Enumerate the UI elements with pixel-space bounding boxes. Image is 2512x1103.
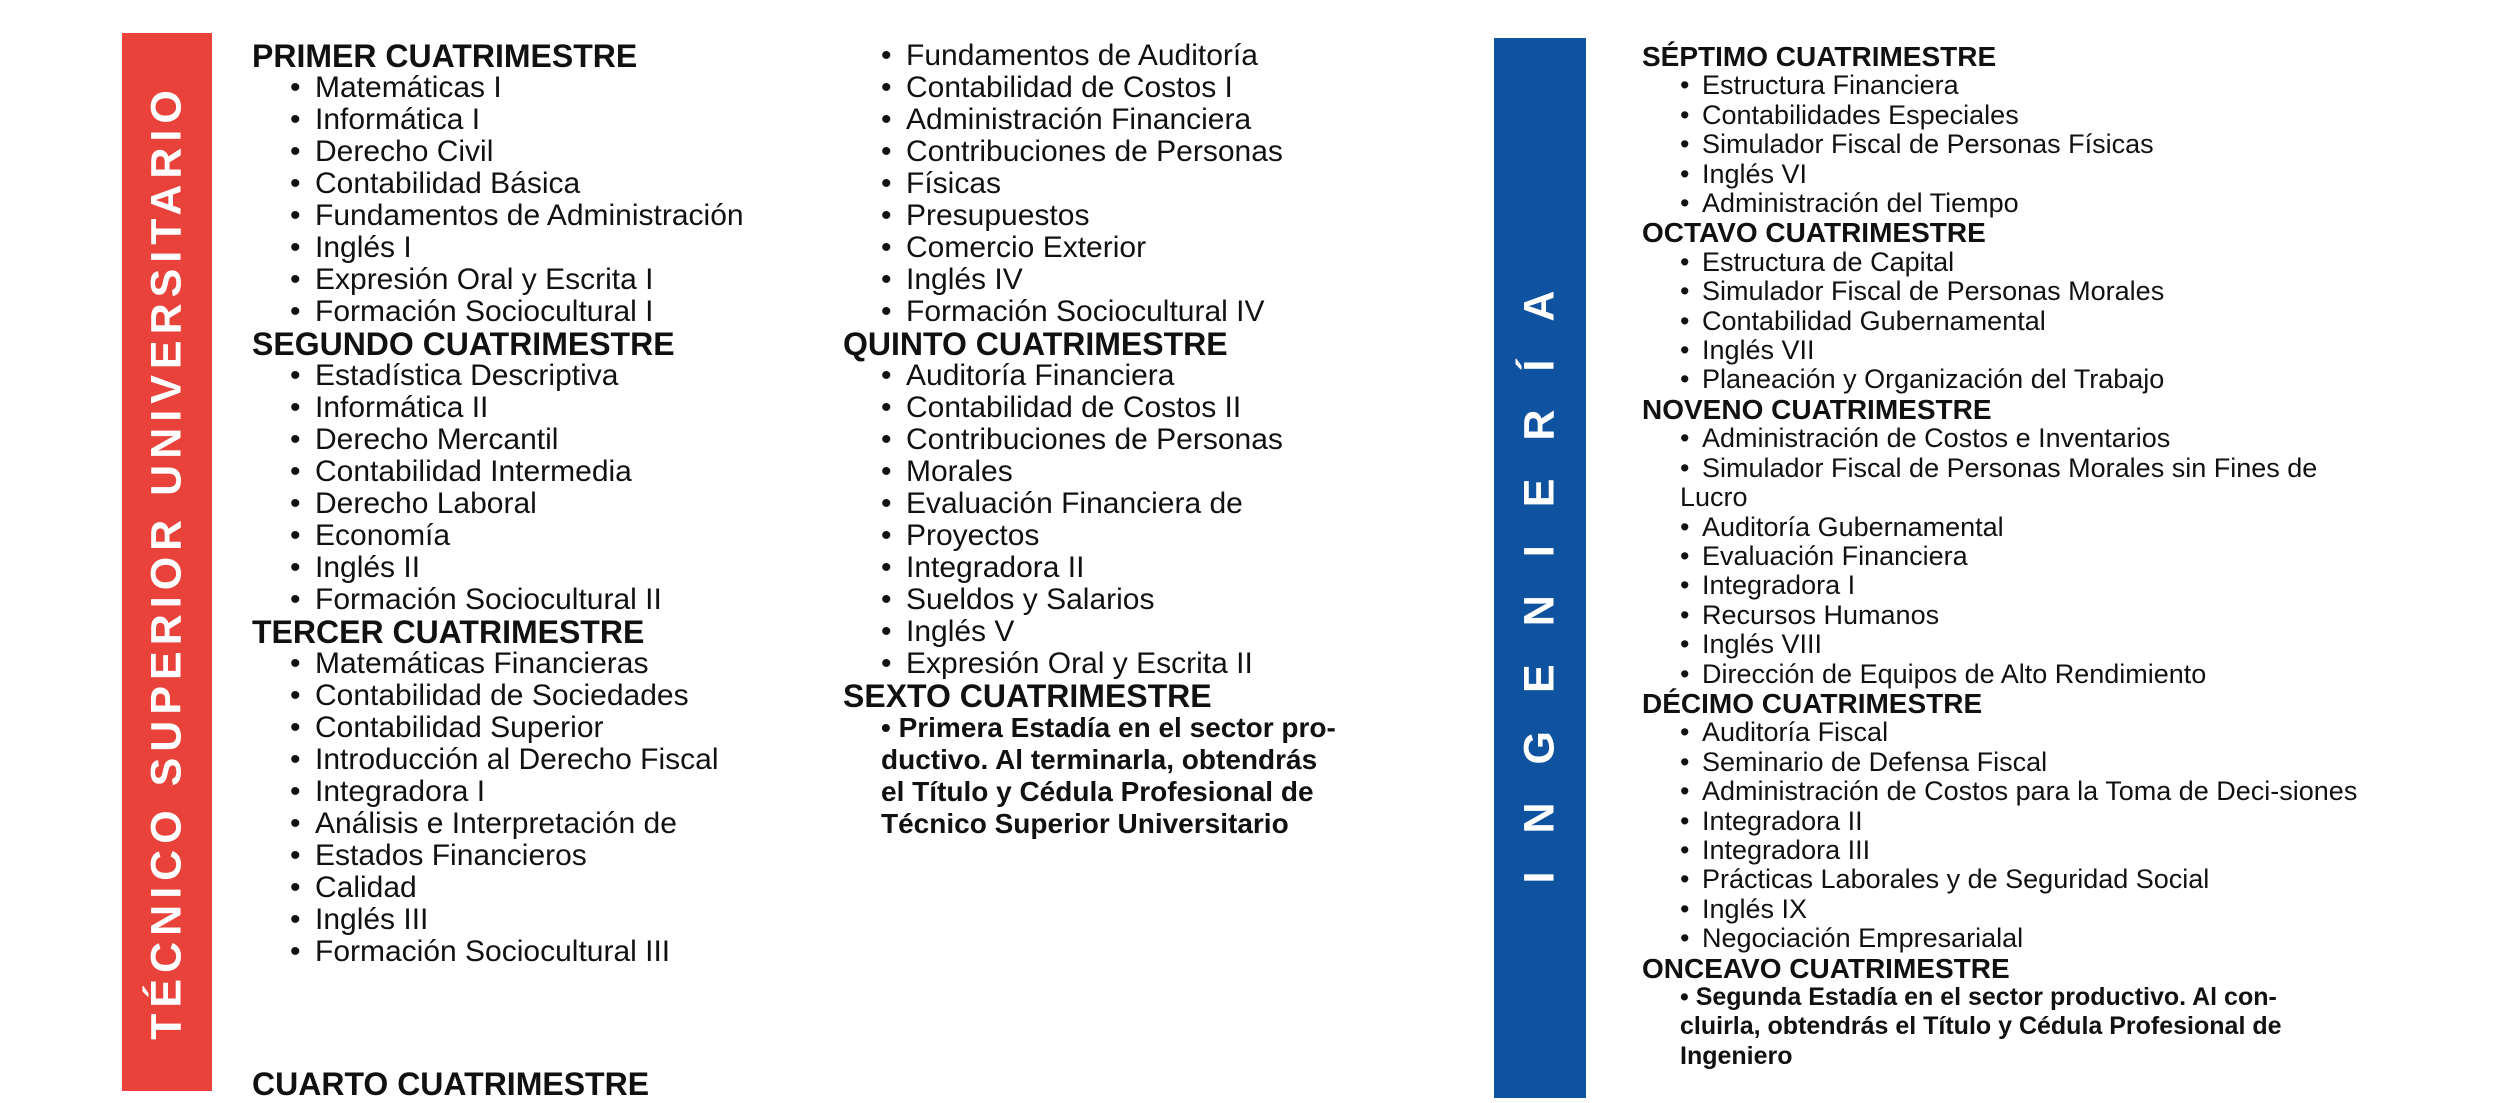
list-item: • Recursos Humanos [1642, 601, 2362, 630]
note-line: Ingeniero [1680, 1041, 1793, 1070]
list-item: • Simulador Fiscal de Personas Físicas [1642, 130, 2362, 159]
note-line: Técnico Superior Universitario [881, 808, 1289, 839]
quinto-heading: QUINTO CUATRIMESTRE [843, 326, 1228, 362]
list-item: • Informática II [252, 392, 852, 424]
noveno-heading: NOVENO CUATRIMESTRE [1642, 393, 1992, 425]
note-line: ductivo. Al terminarla, obtendrás [881, 744, 1318, 775]
list-item: • Inglés II [252, 552, 852, 584]
septimo-heading: SÉPTIMO CUATRIMESTRE [1642, 41, 1997, 72]
note-line: cluirla, obtendrás el Título y Cédula Profesional de [1680, 1012, 2282, 1041]
list-item: • Contabilidad Básica [252, 168, 852, 200]
list-item: • Derecho Laboral [252, 488, 852, 520]
list-item: • Estructura de Capital [1642, 248, 2362, 277]
list-item: • Contabilidades Especiales [1642, 101, 2362, 130]
list-item: • Presupuestos [843, 200, 1403, 232]
list-item: • Comercio Exterior [843, 232, 1403, 264]
list-item: • Integradora II [1642, 807, 2362, 836]
list-item: • Negociación Empresarialal [1642, 924, 2362, 953]
list-item: • Físicas [843, 168, 1403, 200]
list-item: • Inglés VI [1642, 160, 2362, 189]
list-item: • Contabilidad de Costos I [843, 72, 1403, 104]
list-item: • Matemáticas Financieras [252, 648, 852, 680]
note-line: el Título y Cédula Profesional de [881, 776, 1314, 807]
decimo-heading: DÉCIMO CUATRIMESTRE [1642, 687, 1983, 719]
list-item: • Estadística Descriptiva [252, 360, 852, 392]
list-item: • Contribuciones de Personas [843, 424, 1403, 456]
list-item: • Evaluación Financiera de [843, 488, 1403, 520]
list-item: • Formación Sociocultural IV [843, 296, 1403, 328]
list-item: • Auditoría Financiera [843, 360, 1403, 392]
note-line: • Segunda Estadía en el sector productivo. Al con- [1680, 983, 2277, 1011]
list-item: • Simulador Fiscal de Personas Morales [1642, 277, 2362, 306]
list-item: • Informática I [252, 104, 852, 136]
column-3 [1642, 42, 2362, 1071]
tercer-heading: TERCER CUATRIMESTRE [252, 614, 645, 650]
octavo-heading: OCTAVO CUATRIMESTRE [1642, 217, 1986, 249]
list-item: • Seminario de Defensa Fiscal [1642, 748, 2362, 777]
primer-heading: PRIMER CUATRIMESTRE [252, 38, 638, 74]
list-item: • Inglés VII [1642, 336, 2362, 365]
list-item: • Sueldos y Salarios [843, 584, 1403, 616]
cuarto-heading: CUARTO CUATRIMESTRE [252, 1066, 650, 1102]
list-item: • Integradora I [252, 776, 852, 808]
list-item: • Derecho Mercantil [252, 424, 852, 456]
tsu-sidebar-label: TÉCNICO SUPERIOR UNIVERSITARIO [142, 84, 191, 1040]
list-item: • Administración del Tiempo [1642, 189, 2362, 218]
list-item: • Evaluación Financiera [1642, 542, 2362, 571]
list-item: • Formación Sociocultural I [252, 296, 852, 328]
list-item: • Calidad [252, 872, 852, 904]
list-item: • Formación Sociocultural III [252, 936, 852, 968]
list-item: • Administración de Costos para la Toma de Deci-siones [1642, 777, 2370, 806]
list-item: • Proyectos [843, 520, 1403, 552]
ingenieria-sidebar-label: INGENIERÍA [1515, 252, 1564, 884]
list-item: • Expresión Oral y Escrita II [843, 648, 1403, 680]
list-item: • Inglés I [252, 232, 852, 264]
list-item: • Contabilidad Intermedia [252, 456, 852, 488]
list-item: • Contabilidad Superior [252, 712, 852, 744]
list-item: • Derecho Civil [252, 136, 852, 168]
list-item: • Auditoría Gubernamental [1642, 513, 2362, 542]
list-item: • Planeación y Organización del Trabajo [1642, 365, 2362, 394]
list-item: • Auditoría Fiscal [1642, 718, 2362, 747]
sexto-heading: SEXTO CUATRIMESTRE [843, 678, 1212, 714]
list-item: • Análisis e Interpretación de [252, 808, 852, 840]
list-item: • Estructura Financiera [1642, 71, 2362, 100]
note-line: • Primera Estadía en el sector pro- [881, 712, 1336, 743]
list-item: • Integradora III [1642, 836, 2362, 865]
list-item: • Economía [252, 520, 852, 552]
list-item: • Inglés IX [1642, 895, 2362, 924]
ingenieria-sidebar [1494, 38, 1586, 1098]
onceavo-note [1642, 983, 2360, 1071]
list-item: • Introducción al Derecho Fiscal [252, 744, 852, 776]
list-item: • Contabilidad de Costos II [843, 392, 1403, 424]
list-item: • Fundamentos de Administración [252, 200, 852, 232]
list-item: • Administración de Costos e Inventarios [1642, 424, 2362, 453]
list-item: • Inglés VIII [1642, 630, 2362, 659]
list-item: • Formación Sociocultural II [252, 584, 852, 616]
list-item: • Morales [843, 456, 1403, 488]
column-1 [252, 40, 852, 968]
list-item: • Contabilidad Gubernamental [1642, 307, 2362, 336]
list-item: • Fundamentos de Auditoría [843, 40, 1403, 72]
list-item: • Inglés V [843, 616, 1403, 648]
list-item: • Inglés IV [843, 264, 1403, 296]
list-item: • Contabilidad de Sociedades [252, 680, 852, 712]
list-item: • Contribuciones de Personas [843, 136, 1403, 168]
column-2 [843, 40, 1403, 840]
list-item: • Matemáticas I [252, 72, 852, 104]
list-item: • Estados Financieros [252, 840, 852, 872]
onceavo-heading: ONCEAVO CUATRIMESTRE [1642, 952, 2010, 984]
list-item: • Integradora II [843, 552, 1403, 584]
list-item: • Dirección de Equipos de Alto Rendimiento [1642, 660, 2362, 689]
sexto-note [843, 712, 1441, 840]
list-item: • Expresión Oral y Escrita I [252, 264, 852, 296]
list-item: • Prácticas Laborales y de Seguridad Social [1642, 865, 2362, 894]
segundo-heading: SEGUNDO CUATRIMESTRE [252, 326, 675, 362]
list-item: • Administración Financiera [843, 104, 1403, 136]
list-item: • Integradora I [1642, 571, 2362, 600]
list-item: • Simulador Fiscal de Personas Morales sin Fines de Lucro [1642, 454, 2370, 513]
list-item: • Inglés III [252, 904, 852, 936]
tsu-sidebar [122, 33, 212, 1091]
